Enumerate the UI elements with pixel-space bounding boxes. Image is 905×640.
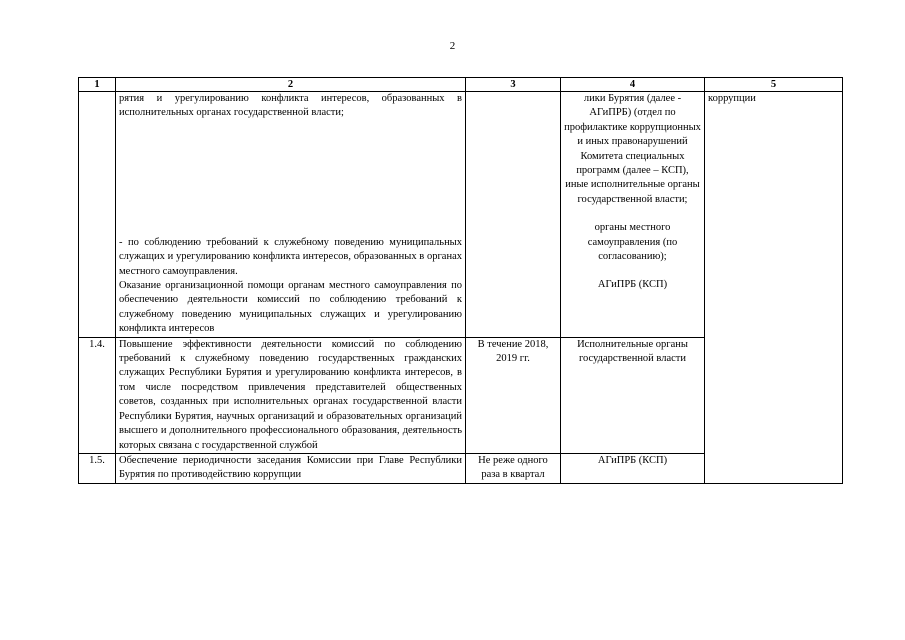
cell-executor-continued — [561, 92, 705, 338]
cell-num: 1.4. — [79, 337, 116, 453]
executor-text-b: органы местного самоуправления (по согласованию); — [587, 222, 678, 263]
activity-text-c: Оказание организационной помощи органам местного самоуправления по обеспечению деятельности комиссий по соблюдению требований к служебному поведению муниципальных служащих и урегулированию конфликта интересов — [119, 280, 462, 335]
table-row-continued — [79, 92, 843, 338]
cell-num: 1.5. — [79, 453, 116, 483]
goal-text: коррупции — [708, 93, 756, 104]
cell-executor: Исполнительные органы государственной власти — [561, 337, 705, 453]
cell-executor: АГиПРБ (КСП) — [561, 453, 705, 483]
plan-table — [78, 77, 843, 484]
header-col-1: 1 — [79, 78, 116, 92]
executor-text-c: АГиПРБ (КСП) — [597, 279, 668, 291]
cell-goal — [705, 92, 843, 484]
spacer — [564, 264, 701, 278]
page-number: 2 — [449, 40, 456, 52]
cell-activity-continued — [116, 92, 466, 338]
cell-term-continued — [466, 92, 561, 338]
activity-text-a: рятия и урегулированию конфликта интересов, образованных в исполнительных органах государственной власти; — [119, 93, 462, 119]
cell-term: В течение 2018, 2019 гг. — [466, 337, 561, 453]
cell-activity: Обеспечение периодичности заседания Комиссии при Главе Республики Бурятия по противодействию коррупции — [116, 453, 466, 483]
cell-term: Не реже одного раза в квартал — [466, 453, 561, 483]
header-col-2: 2 — [116, 78, 466, 92]
activity-text-b: - по соблюдению требований к служебному поведению муниципальных служащих и урегулированию конфликта интересов, образованных в органах местного самоуправления. — [119, 236, 462, 277]
header-col-5: 5 — [705, 78, 843, 92]
spacer — [564, 207, 701, 221]
executor-text-a: лики Бурятия (далее - АГиПРБ) (отдел по профилактике коррупционных и иных правонарушений Комитета специальных программ (далее – КСП), иные исполнительные органы государственной власти; — [564, 93, 701, 205]
cell-num-continued — [79, 92, 116, 338]
header-row — [79, 78, 843, 92]
header-col-4: 4 — [561, 78, 705, 92]
header-col-3: 3 — [466, 78, 561, 92]
cell-activity: Повышение эффективности деятельности комиссий по соблюдению требований к служебному поведению государственных гражданских служащих Республики Бурятия и урегулированию конфликта интересов, в том числе посредством привлечения представителей общественных советов, созданных при исполнительных органах государственной власти Республики Бурятия, научных организаций и образовательных организаций высшего и дополнительного профессионального образования, деятельность которых связана с государственной службой — [116, 337, 466, 453]
spacer — [119, 121, 462, 236]
